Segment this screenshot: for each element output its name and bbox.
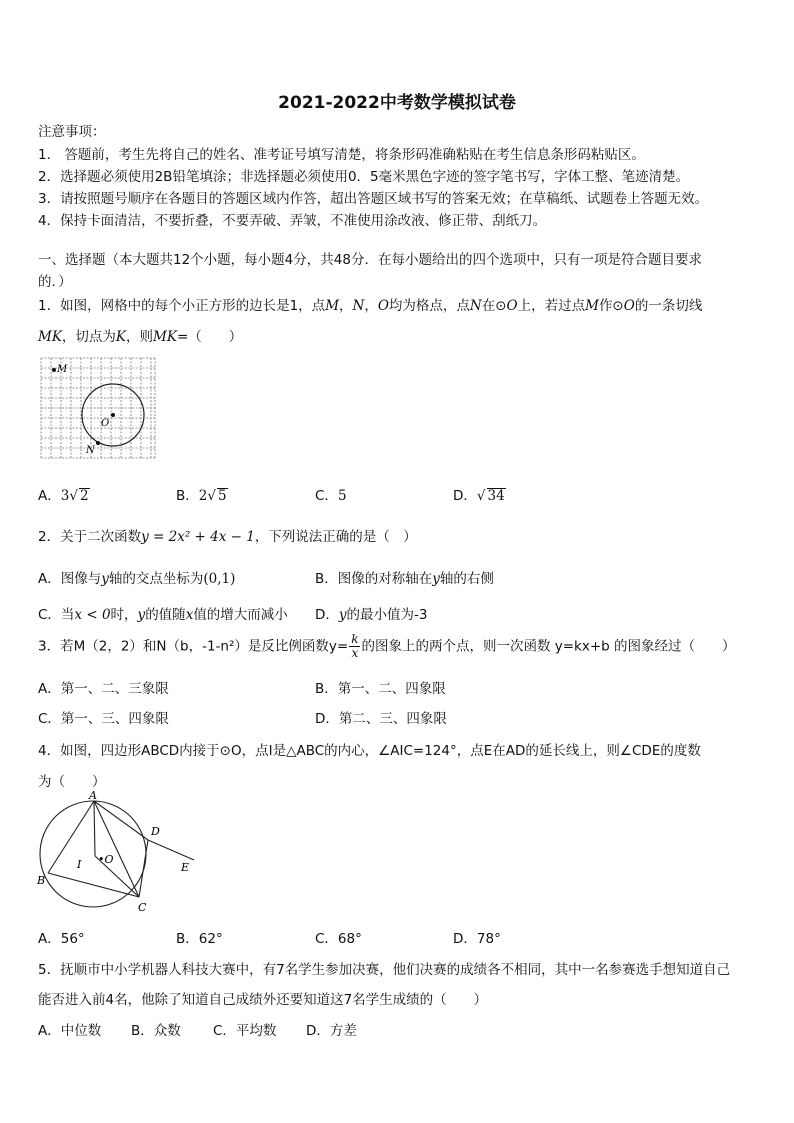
q4-option-c: C．68°: [315, 931, 362, 947]
q4-stem-line1: 4．如图，四边形ABCD内接于⊙O，点I是△ABC的内心，∠AIC=124°，点E在AD的延长线上，则∠CDE的度数: [38, 743, 701, 759]
q4-option-a: A．56°: [38, 931, 85, 947]
notice-item-3: 3．请按照题号顺序在各题目的答题区域内作答，超出答题区域书写的答案无效；在草稿纸、试题卷上答题无效。: [38, 191, 709, 207]
q5-option-a: A．中位数: [38, 1023, 102, 1039]
point-o: [111, 413, 115, 417]
q3-option-d: D．第二、三、四象限: [315, 711, 447, 727]
label-n: N: [86, 445, 95, 456]
q4-option-b: B．62°: [176, 931, 223, 947]
label-i: I: [77, 858, 82, 871]
q1-option-a: A．3√ 2: [38, 488, 89, 504]
q2-stem: 2．关于二次函数y = 2x² + 4x − 1，下列说法正确的是（ ）: [38, 529, 417, 545]
point-n: [96, 441, 100, 445]
q4-stem-line2: 为（ ）: [38, 774, 106, 790]
circle-o: [40, 801, 146, 907]
q5-stem-line1: 5．抚顺市中小学机器人科技大赛中，有7名学生参加决赛，他们决赛的成绩各不相同，其中一名参赛选手想知道自己: [38, 962, 731, 978]
q1-option-d: D．√ 34: [453, 488, 505, 504]
q5-option-b: B．众数: [131, 1023, 181, 1039]
q3-stem: 3．若M（2，2）和N（b，-1-n²）是反比例函数y= $\frac{k}{x}$ 的图象上的两个点，则一次函数 y=kx+b 的图象经过（ ）: [38, 632, 736, 660]
q4-geometry-figure: [34, 790, 204, 916]
q2-option-a: A．图像与y轴的交点坐标为(0,1): [38, 571, 236, 587]
q1-grid-figure: [40, 356, 158, 460]
label-d: D: [151, 825, 160, 838]
q3-option-a: A．第一、二、三象限: [38, 681, 169, 697]
q3-option-c: C．第一、三、四象限: [38, 711, 169, 727]
q3-option-b: B．第一、二、四象限: [315, 681, 446, 697]
q1-option-b: B．2√ 5: [176, 488, 227, 504]
q5-option-d: D．方差: [306, 1023, 357, 1039]
notice-heading: 注意事项：: [38, 124, 106, 140]
q1-option-c: C．5: [315, 488, 347, 504]
label-a: A: [89, 790, 97, 802]
q4-option-d: D．78°: [453, 931, 501, 947]
q5-option-c: C．平均数: [213, 1023, 277, 1039]
q2-option-d: D．y的最小值为-3: [315, 607, 428, 623]
notice-item-1: 1． 答题前，考生先将自己的姓名、准考证号填写清楚，将条形码准确粘贴在考生信息条形码粘贴区。: [38, 147, 645, 163]
notice-item-4: 4．保持卡面清洁，不要折叠，不要弄破、弄皱，不准使用涂改液、修正带、刮纸刀。: [38, 213, 547, 229]
section-heading-line1: 一、选择题（本大题共12个小题，每小题4分，共48分．在每小题给出的四个选项中，只有一项是符合题目要求: [38, 252, 702, 268]
notice-item-2: 2．选择题必须使用2B铅笔填涂；非选择题必须使用0．5毫米黑色字迹的签字笔书写，字体工整、笔迹清楚。: [38, 169, 690, 185]
label-o: O: [101, 418, 110, 429]
label-c: C: [138, 901, 147, 914]
q5-stem-line2: 能否进入前4名，他除了知道自己成绩外还要知道这7名学生成绩的（ ）: [38, 992, 488, 1008]
label-o: •O: [98, 853, 114, 866]
label-b: B: [37, 874, 46, 887]
q2-option-b: B．图像的对称轴在y轴的右侧: [315, 571, 494, 587]
page-title: 2021-2022中考数学模拟试卷: [278, 93, 516, 113]
section-heading-line2: 的．）: [38, 274, 72, 290]
q1-stem-line2: MK，切点为K，则MK=（ ）: [38, 329, 243, 345]
label-m: M: [57, 364, 68, 375]
point-m: [52, 368, 56, 372]
label-e: E: [181, 861, 190, 874]
q2-option-c: C．当x < 0时，y的值随x值的增大而减小: [38, 607, 288, 623]
q1-stem-line1: 1．如图，网格中的每个小正方形的边长是1，点M，N，O均为格点，点N在⊙O上，若过点M作⊙O的一条切线: [38, 298, 703, 314]
